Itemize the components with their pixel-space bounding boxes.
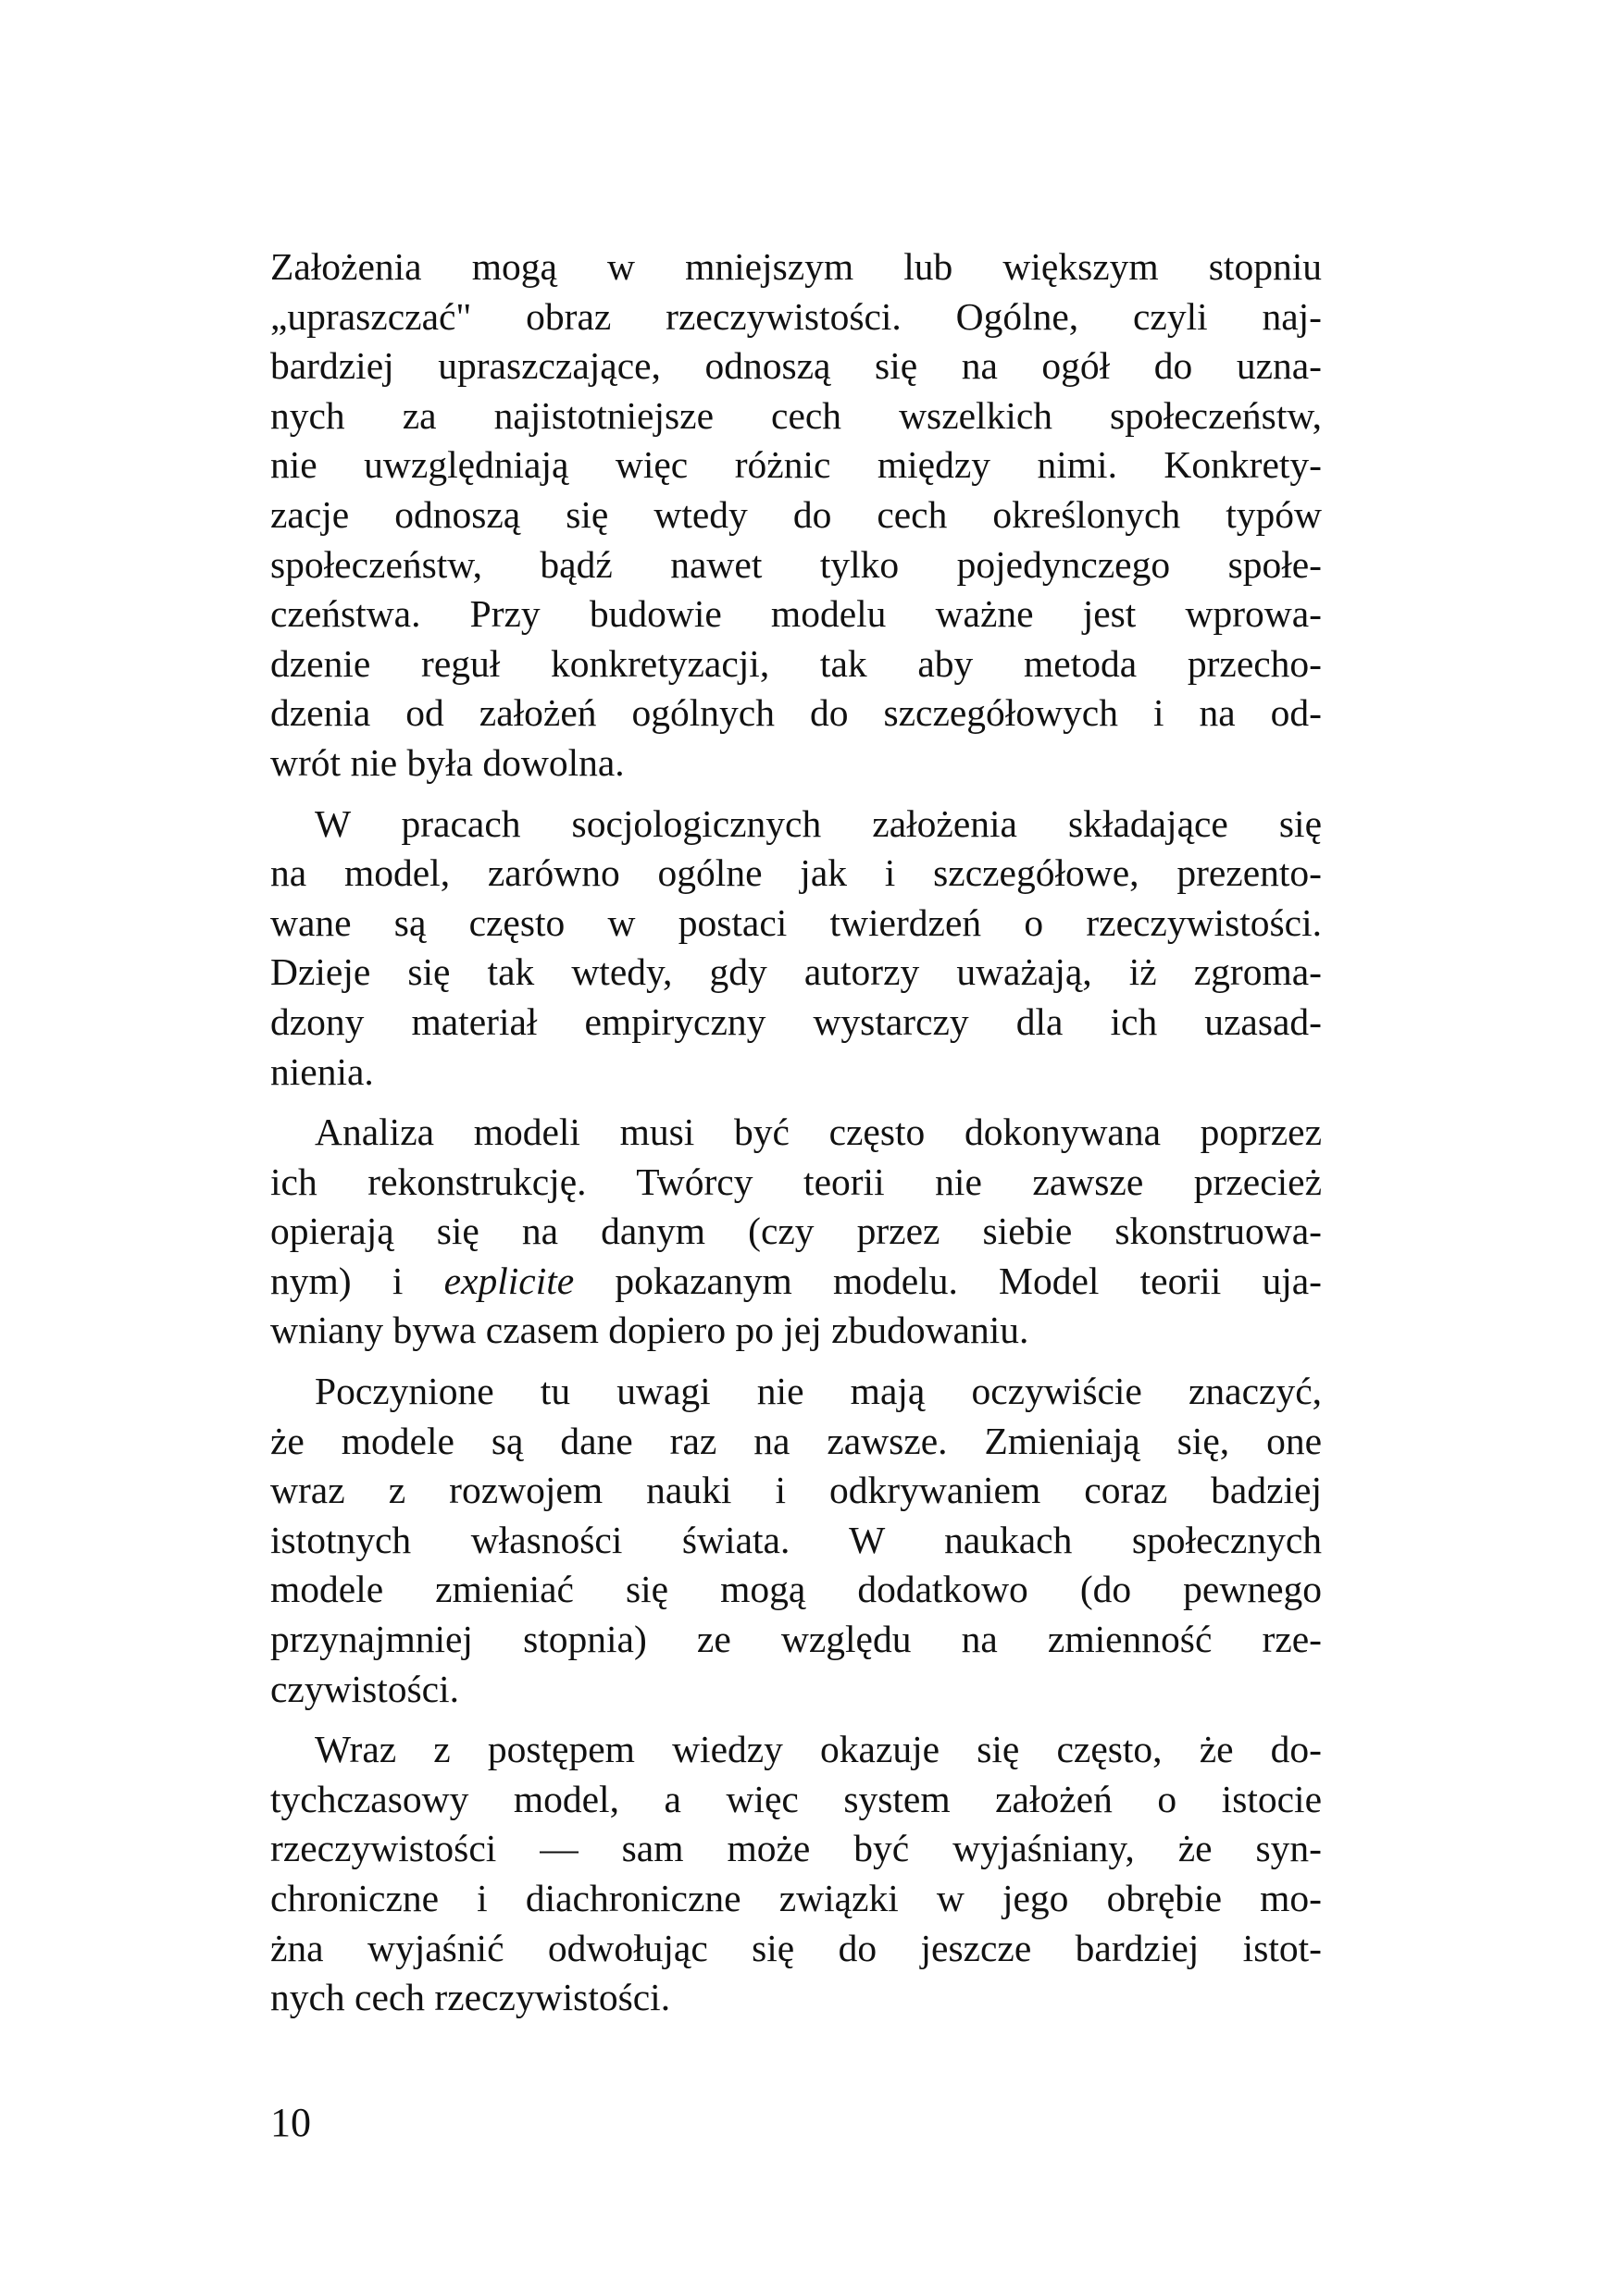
text-line: Dzieje się tak wtedy, gdy autorzy uważają, iż zgroma- xyxy=(270,950,1322,994)
paragraph-1 xyxy=(270,242,1322,788)
text-segment: nym) i xyxy=(270,1259,444,1302)
text-line: modele zmieniać się mogą dodatkowo (do pewnego xyxy=(270,1568,1322,1611)
text-line: nienia. xyxy=(270,1049,374,1093)
paragraph-2 xyxy=(270,800,1322,1098)
text-line: istotnych własności świata. W naukach społecznych xyxy=(270,1518,1322,1561)
text-line: że modele są dane raz na zawsze. Zmieniają się, one xyxy=(270,1419,1322,1462)
body-text xyxy=(270,242,1322,2023)
text-line: wrót nie była dowolna. xyxy=(270,740,625,784)
text-line: ich rekonstrukcję. Twórcy teorii nie zawsze przecież xyxy=(270,1160,1322,1203)
text-line: czywistości. xyxy=(270,1667,459,1710)
text-line: opierają się na danym (czy przez siebie skonstruowa- xyxy=(270,1210,1322,1253)
text-line: wniany bywa czasem dopiero po jej zbudowaniu. xyxy=(270,1309,1029,1352)
text-line: czeństwa. Przy budowie modelu ważne jest wprowa- xyxy=(270,592,1322,636)
text-segment: pokazanym modelu. Model teorii uja- xyxy=(574,1259,1322,1302)
paragraph-5 xyxy=(270,1725,1322,2023)
text-line: W pracach socjologicznych założenia składające się xyxy=(315,801,1322,845)
italic-term: explicite xyxy=(443,1259,575,1302)
text-line: wraz z rozwojem nauki i odkrywaniem coraz badziej xyxy=(270,1469,1322,1512)
text-line: nych cech rzeczywistości. xyxy=(270,1976,671,2019)
text-line: rzeczywistości — sam może być wyjaśniany, że syn- xyxy=(270,1827,1322,1870)
text-line: dzony materiał empiryczny wystarczy dla ich uzasad- xyxy=(270,999,1322,1043)
text-line: nie uwzględniają więc różnic między nimi. Konkrety- xyxy=(270,443,1322,487)
text-line: Analiza modeli musi być często dokonywana poprzez xyxy=(315,1111,1322,1154)
text-line: przynajmniej stopnia) ze względu na zmienność rze- xyxy=(270,1618,1322,1661)
text-line: Założenia mogą w mniejszym lub większym stopniu xyxy=(270,245,1322,288)
text-line: dzenia od założeń ogólnych do szczegółowych i na od- xyxy=(270,691,1322,735)
text-line: nych za najistotniejsze cech wszelkich społeczeństw, xyxy=(270,393,1322,437)
text-line: chroniczne i diachroniczne związki w jego obrębie mo- xyxy=(270,1877,1322,1919)
text-line: wane są często w postaci twierdzeń o rzeczywistości. xyxy=(270,900,1322,944)
paragraph-4 xyxy=(270,1367,1322,1714)
text-line: dzenie reguł konkretyzacji, tak aby metoda przecho- xyxy=(270,641,1322,685)
text-line: tychczasowy model, a więc system założeń o istocie xyxy=(270,1777,1322,1820)
text-line: zacje odnoszą się wtedy do cech określonych typów xyxy=(270,492,1322,536)
text-line: bardziej upraszczające, odnoszą się na ogół do uzna- xyxy=(270,344,1322,388)
text-line-with-italic xyxy=(270,1257,1322,1307)
text-line: Poczynione tu uwagi nie mają oczywiście znaczyć, xyxy=(315,1370,1322,1413)
text-line: Wraz z postępem wiedzy okazuje się często, że do- xyxy=(315,1728,1322,1771)
text-line: żna wyjaśnić odwołując się do jeszcze bardziej istot- xyxy=(270,1926,1322,1969)
page-number: 10 xyxy=(270,2100,311,2145)
text-line: na model, zarówno ogólne jak i szczegółowe, prezento- xyxy=(270,851,1322,895)
text-line: społeczeństw, bądź nawet tylko pojedynczego społe- xyxy=(270,542,1322,586)
text-line: „upraszczać" obraz rzeczywistości. Ogólne, czyli naj- xyxy=(270,294,1322,338)
paragraph-3 xyxy=(270,1108,1322,1356)
